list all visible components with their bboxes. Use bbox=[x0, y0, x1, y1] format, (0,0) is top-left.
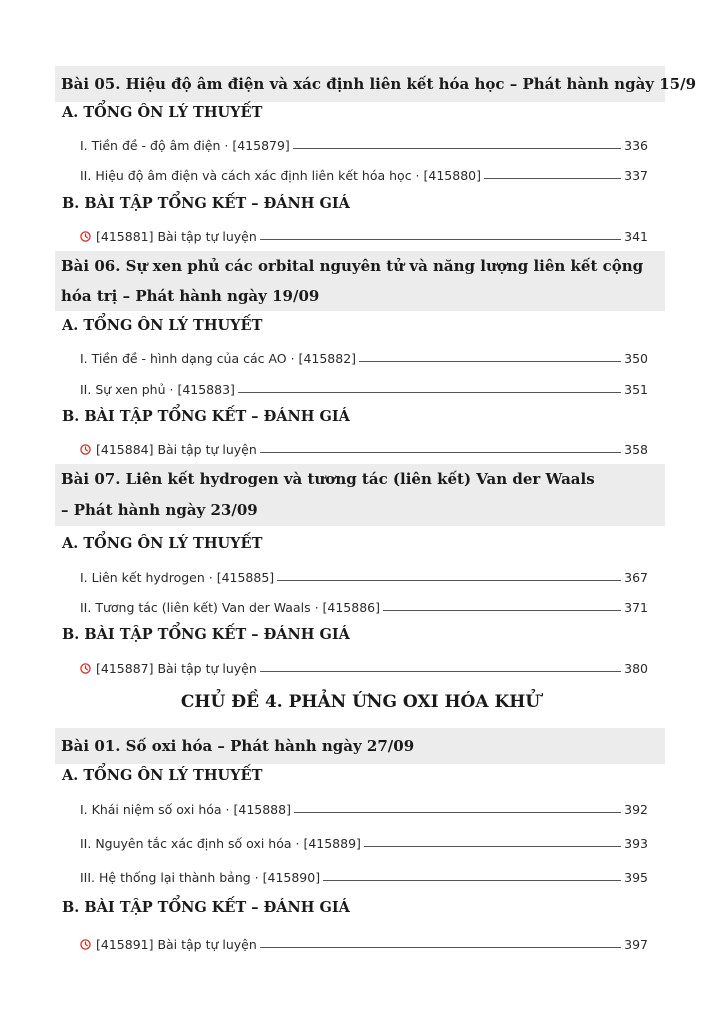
chapter-title: CHỦ ĐỀ 4. PHẢN ỨNG OXI HÓA KHỬ bbox=[180, 692, 541, 712]
lesson-07-header[interactable] bbox=[55, 464, 665, 526]
toc-entry-text: II. Hiệu độ âm điện và cách xác định liên kết hóa học · [415880] bbox=[80, 168, 481, 183]
toc-entry-page: 341 bbox=[624, 229, 648, 244]
toc-entry-text: [415887] Bài tập tự luyện bbox=[96, 661, 257, 676]
dot-leader bbox=[277, 580, 621, 581]
toc-entry-page: 371 bbox=[624, 600, 648, 615]
clock-icon bbox=[80, 663, 91, 674]
dot-leader bbox=[260, 947, 621, 948]
toc-exercise-entry[interactable] bbox=[80, 932, 648, 952]
lesson-01-section-a: A. TỔNG ÔN LÝ THUYẾT bbox=[62, 767, 263, 784]
toc-entry-text: [415884] Bài tập tự luyện bbox=[96, 442, 257, 457]
toc-entry[interactable] bbox=[80, 346, 648, 366]
toc-entry[interactable] bbox=[80, 865, 648, 885]
toc-entry[interactable] bbox=[80, 595, 648, 615]
dot-leader bbox=[260, 452, 621, 453]
toc-entry-page: 397 bbox=[624, 937, 648, 952]
toc-exercise-entry[interactable] bbox=[80, 656, 648, 676]
lesson-01-section-b: B. BÀI TẬP TỔNG KẾT – ĐÁNH GIÁ bbox=[62, 899, 350, 916]
toc-entry-page: 337 bbox=[624, 168, 648, 183]
lesson-06-title-line1: Bài 06. Sự xen phủ các orbital nguyên tử và năng lượng liên kết cộng bbox=[61, 257, 644, 275]
lesson-06-section-a: A. TỔNG ÔN LÝ THUYẾT bbox=[62, 317, 263, 334]
toc-entry[interactable] bbox=[80, 831, 648, 851]
toc-entry-page: 380 bbox=[624, 661, 648, 676]
toc-entry-page: 350 bbox=[624, 351, 648, 366]
toc-entry[interactable] bbox=[80, 163, 648, 183]
toc-entry-text: [415881] Bài tập tự luyện bbox=[96, 229, 257, 244]
lesson-07-title-line1: Bài 07. Liên kết hydrogen và tương tác (liên kết) Van der Waals bbox=[61, 470, 595, 488]
toc-entry-text: III. Hệ thống lại thành bảng · [415890] bbox=[80, 870, 321, 885]
dot-leader bbox=[293, 148, 621, 149]
toc-entry-text: II. Nguyên tắc xác định số oxi hóa · [415889] bbox=[80, 836, 361, 851]
lesson-05-header[interactable] bbox=[55, 66, 697, 102]
toc-entry-page: 392 bbox=[624, 802, 648, 817]
lesson-06-header[interactable] bbox=[55, 251, 665, 311]
dot-leader bbox=[238, 392, 621, 393]
lesson-07-section-b: B. BÀI TẬP TỔNG KẾT – ĐÁNH GIÁ bbox=[62, 626, 350, 643]
toc-entry[interactable] bbox=[80, 565, 648, 585]
toc-entry-page: 358 bbox=[624, 442, 648, 457]
lesson-06-title-line2: hóa trị – Phát hành ngày 19/09 bbox=[61, 287, 320, 305]
toc-entry-page: 395 bbox=[624, 870, 648, 885]
toc-entry-page: 336 bbox=[624, 138, 648, 153]
lesson-05-section-a: A. TỔNG ÔN LÝ THUYẾT bbox=[62, 104, 263, 121]
toc-entry-text: [415891] Bài tập tự luyện bbox=[96, 937, 257, 952]
lesson-01-header[interactable] bbox=[55, 728, 665, 764]
lesson-05-title: Bài 05. Hiệu độ âm điện và xác định liên kết hóa học – Phát hành ngày 15/9 bbox=[61, 75, 697, 93]
dot-leader bbox=[359, 361, 621, 362]
toc-exercise-entry[interactable] bbox=[80, 224, 648, 244]
lesson-06-section-b: B. BÀI TẬP TỔNG KẾT – ĐÁNH GIÁ bbox=[62, 408, 350, 425]
lesson-05-section-b: B. BÀI TẬP TỔNG KẾT – ĐÁNH GIÁ bbox=[62, 195, 350, 212]
toc-entry-text: I. Liên kết hydrogen · [415885] bbox=[80, 570, 275, 585]
dot-leader bbox=[323, 880, 621, 881]
dot-leader bbox=[484, 178, 621, 179]
toc-entry-page: 351 bbox=[624, 382, 648, 397]
lesson-01-title: Bài 01. Số oxi hóa – Phát hành ngày 27/09 bbox=[61, 737, 415, 755]
toc-entry-text: I. Tiền đề - độ âm điện · [415879] bbox=[80, 138, 290, 153]
dot-leader bbox=[294, 812, 621, 813]
toc-entry[interactable] bbox=[80, 797, 648, 817]
toc-entry[interactable] bbox=[80, 133, 648, 153]
toc-entry-text: I. Tiền đề - hình dạng của các AO · [415882] bbox=[80, 351, 357, 366]
toc-exercise-entry[interactable] bbox=[80, 437, 648, 457]
clock-icon bbox=[80, 231, 91, 242]
toc-entry-text: II. Sự xen phủ · [415883] bbox=[80, 382, 235, 397]
dot-leader bbox=[260, 671, 621, 672]
toc-entry-text: I. Khái niệm số oxi hóa · [415888] bbox=[80, 802, 291, 817]
toc-entry-text: II. Tương tác (liên kết) Van der Waals · [415886] bbox=[80, 600, 380, 615]
clock-icon bbox=[80, 444, 91, 455]
toc-entry-page: 367 bbox=[624, 570, 648, 585]
dot-leader bbox=[383, 610, 621, 611]
lesson-07-title-line2: – Phát hành ngày 23/09 bbox=[61, 501, 258, 519]
dot-leader bbox=[364, 846, 621, 847]
toc-entry-page: 393 bbox=[624, 836, 648, 851]
clock-icon bbox=[80, 939, 91, 950]
toc-entry[interactable] bbox=[80, 377, 648, 397]
lesson-07-section-a: A. TỔNG ÔN LÝ THUYẾT bbox=[62, 535, 263, 552]
dot-leader bbox=[260, 239, 621, 240]
